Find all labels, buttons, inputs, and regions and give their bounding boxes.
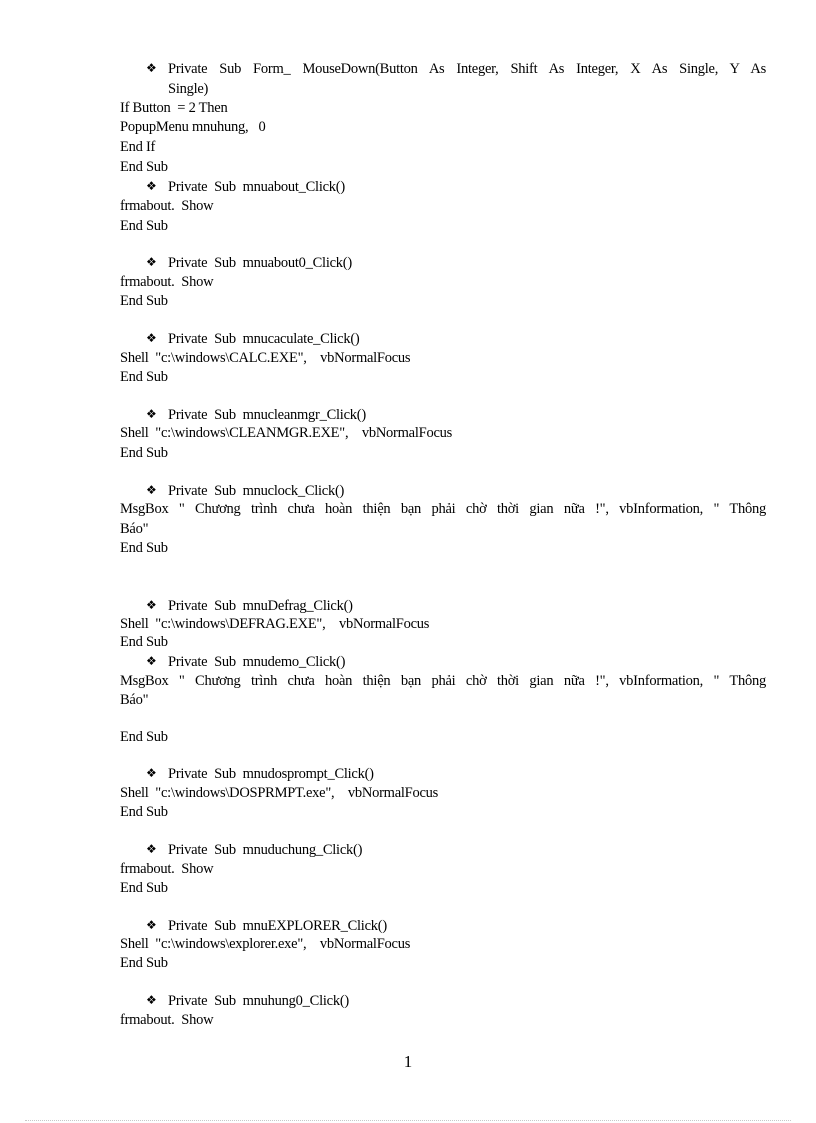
page-bottom-rule xyxy=(25,1120,791,1121)
bullet-line xyxy=(146,991,766,1011)
code-line: End Sub xyxy=(120,804,168,820)
code-line: End Sub xyxy=(120,369,168,385)
code-line: End Sub xyxy=(120,445,168,461)
diamond-bullet-icon: ❖ xyxy=(146,483,157,497)
code-line: frmabout. Show xyxy=(120,198,214,214)
bullet-line xyxy=(146,59,766,79)
code-line: frmabout. Show xyxy=(120,861,214,877)
bullet-line xyxy=(146,405,766,425)
diamond-bullet-icon: ❖ xyxy=(146,842,157,856)
code-line: PopupMenu mnuhung, 0 xyxy=(120,119,266,135)
code-line: frmabout. Show xyxy=(120,1012,214,1028)
code-line: Shell "c:\windows\CLEANMGR.EXE", vbNormalFocus xyxy=(120,425,453,441)
code-line: Báo" xyxy=(120,692,149,708)
procedure-signature: Private Sub mnudosprompt_Click() xyxy=(168,766,374,782)
bullet-line xyxy=(146,177,766,197)
code-line: End Sub xyxy=(120,880,168,896)
page-number: 1 xyxy=(403,1052,413,1071)
procedure-signature: Private Sub mnucleanmgr_Click() xyxy=(168,407,366,423)
code-line: End Sub xyxy=(120,218,168,234)
diamond-bullet-icon: ❖ xyxy=(146,598,157,612)
procedure-signature: Private Sub Form_ MouseDown(Button As Integer, Shift As Integer, X As Single, Y As xyxy=(168,61,766,77)
code-line: End Sub xyxy=(120,955,168,971)
code-line: Shell "c:\windows\DOSPRMPT.exe", vbNormalFocus xyxy=(120,785,439,801)
code-line: Shell "c:\windows\explorer.exe", vbNormalFocus xyxy=(120,936,411,952)
procedure-signature: Private Sub mnuclock_Click() xyxy=(168,483,345,499)
procedure-signature: Private Sub mnuabout0_Click() xyxy=(168,255,352,271)
procedure-signature: Private Sub mnuEXPLORER_Click() xyxy=(168,918,387,934)
diamond-bullet-icon: ❖ xyxy=(146,993,157,1007)
bullet-line xyxy=(146,253,766,273)
procedure-signature: Private Sub mnuabout_Click() xyxy=(168,179,345,195)
code-line: End If xyxy=(120,139,156,155)
procedure-signature: Private Sub mnuduchung_Click() xyxy=(168,842,363,858)
bullet-line xyxy=(146,596,766,616)
code-line: Shell "c:\windows\DEFRAG.EXE", vbNormalFocus xyxy=(120,616,430,632)
procedure-signature: Private Sub mnucaculate_Click() xyxy=(168,331,360,347)
diamond-bullet-icon: ❖ xyxy=(146,61,157,75)
diamond-bullet-icon: ❖ xyxy=(146,654,157,668)
bullet-line xyxy=(146,481,766,501)
code-line: frmabout. Show xyxy=(120,274,214,290)
procedure-signature: Private Sub mnuhung0_Click() xyxy=(168,993,349,1009)
bullet-line xyxy=(146,840,766,860)
diamond-bullet-icon: ❖ xyxy=(146,766,157,780)
diamond-bullet-icon: ❖ xyxy=(146,918,157,932)
bullet-line xyxy=(146,764,766,784)
continuation-line: Single) xyxy=(168,81,209,97)
bullet-line xyxy=(146,329,766,349)
code-line: MsgBox " Chương trình chưa hoàn thiện bạn phải chờ thời gian nữa !", vbInformation, " Thông xyxy=(120,673,766,689)
code-line: End Sub xyxy=(120,729,168,745)
code-line: Báo" xyxy=(120,521,149,537)
code-line: If Button = 2 Then xyxy=(120,100,228,116)
code-line: Shell "c:\windows\CALC.EXE", vbNormalFocus xyxy=(120,350,411,366)
diamond-bullet-icon: ❖ xyxy=(146,331,157,345)
diamond-bullet-icon: ❖ xyxy=(146,179,157,193)
code-line: End Sub xyxy=(120,634,168,650)
code-line: End Sub xyxy=(120,159,168,175)
code-line: End Sub xyxy=(120,293,168,309)
code-line: End Sub xyxy=(120,540,168,556)
bullet-line xyxy=(146,652,766,672)
diamond-bullet-icon: ❖ xyxy=(146,255,157,269)
procedure-signature: Private Sub mnuDefrag_Click() xyxy=(168,598,353,614)
diamond-bullet-icon: ❖ xyxy=(146,407,157,421)
procedure-signature: Private Sub mnudemo_Click() xyxy=(168,654,346,670)
bullet-line xyxy=(146,916,766,936)
code-line: MsgBox " Chương trình chưa hoàn thiện bạn phải chờ thời gian nữa !", vbInformation, " Thông xyxy=(120,501,766,517)
